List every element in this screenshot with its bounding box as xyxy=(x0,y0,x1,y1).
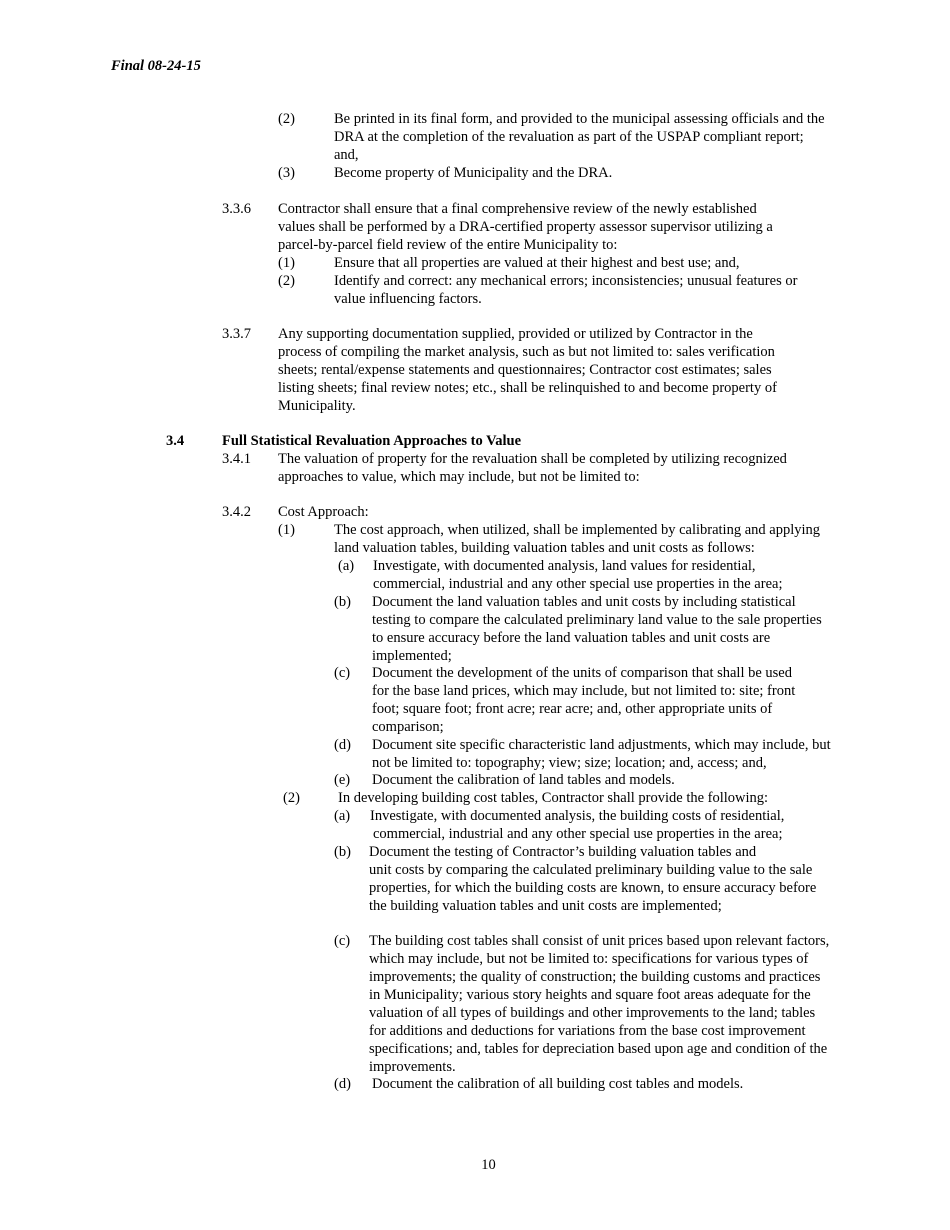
text-line: Identify and correct: any mechanical errors; inconsistencies; unusual features or xyxy=(334,273,798,289)
text-line: for the base land prices, which may include, but not limited to: site; front xyxy=(372,683,796,699)
page-number: 10 xyxy=(481,1157,496,1173)
list-item-text xyxy=(334,254,739,272)
text-line: in Municipality; various story heights and square foot areas adequate for the xyxy=(369,987,811,1003)
section-number: 3.4.1 xyxy=(222,451,251,467)
text-line: Ensure that all properties are valued at their highest and best use; and, xyxy=(334,255,740,271)
text-line: Document the land valuation tables and unit costs by including statistical xyxy=(372,594,796,610)
sub-list-text xyxy=(372,593,822,665)
text-line: value influencing factors. xyxy=(334,291,482,307)
sub-list-letter: (a) xyxy=(338,558,355,574)
text-line: Become property of Municipality and the DRA. xyxy=(334,165,613,181)
text-line: Investigate, with documented analysis, land values for residential, xyxy=(373,558,756,574)
list-item-text xyxy=(334,110,825,164)
text-line: to ensure accuracy before the land valuation tables and unit costs are xyxy=(372,630,771,646)
sub-list-letter: (b) xyxy=(334,594,351,610)
text-line: Any supporting documentation supplied, provided or utilized by Contractor in the xyxy=(278,326,753,342)
text-line: approaches to value, which may include, but not be limited to: xyxy=(278,469,640,485)
sub-list-letter: (e) xyxy=(334,772,351,788)
list-number: (2) xyxy=(278,111,295,127)
sub-list-letter: (d) xyxy=(334,1076,351,1092)
sub-list-letter: (b) xyxy=(334,844,351,860)
text-line: Document the calibration of land tables and models. xyxy=(372,772,675,788)
text-line: Document the development of the units of comparison that shall be used xyxy=(372,665,792,681)
list-number: (3) xyxy=(278,165,295,181)
sub-list-text xyxy=(372,736,831,772)
text-line: Be printed in its final form, and provided to the municipal assessing officials and the xyxy=(334,111,825,127)
section-text xyxy=(278,325,777,415)
sub-list-text xyxy=(372,771,675,789)
text-line: values shall be performed by a DRA-certified property assessor supervisor utilizing a xyxy=(278,219,773,235)
list-item-text xyxy=(334,272,797,308)
text-line: sheets; rental/expense statements and questionnaires; Contractor cost estimates; sales xyxy=(278,362,772,378)
text-line: and, xyxy=(334,147,359,163)
section-text xyxy=(278,450,787,486)
list-item-text xyxy=(334,521,820,557)
text-line: Document the testing of Contractor’s building valuation tables and xyxy=(369,844,757,860)
text-line: Document the calibration of all building cost tables and models. xyxy=(372,1076,744,1092)
sub-list-text xyxy=(369,932,829,1076)
text-line: The building cost tables shall consist of unit prices based upon relevant factors, xyxy=(369,933,830,949)
sub-list-letter: (a) xyxy=(334,808,351,824)
text-line: DRA at the completion of the revaluation as part of the USPAP compliant report; xyxy=(334,129,804,145)
sub-list-text xyxy=(372,1075,743,1093)
section-heading: Cost Approach: xyxy=(278,504,369,520)
sub-list-text xyxy=(373,557,782,593)
sub-list-letter: (c) xyxy=(334,933,351,949)
text-line: for additions and deductions for variations from the base cost improvement xyxy=(369,1023,806,1039)
sub-list-letter: (d) xyxy=(334,737,351,753)
list-number: (1) xyxy=(278,522,295,538)
list-number: (2) xyxy=(278,273,295,289)
sub-list-text xyxy=(370,807,784,843)
text-line: comparison; xyxy=(372,719,444,735)
list-number: (2) xyxy=(283,790,300,806)
list-item-text xyxy=(334,164,612,182)
text-line: commercial, industrial and any other special use properties in the area; xyxy=(373,576,783,592)
sub-list-text xyxy=(372,664,795,736)
text-line: commercial, industrial and any other special use properties in the area; xyxy=(373,826,783,842)
text-line: which may include, but not be limited to: specifications for various types of xyxy=(369,951,809,967)
text-line: parcel-by-parcel field review of the entire Municipality to: xyxy=(278,237,618,253)
text-line: valuation of all types of buildings and other improvements to the land; tables xyxy=(369,1005,816,1021)
text-line: listing sheets; final review notes; etc., shall be relinquished to and become property of xyxy=(278,380,777,396)
text-line: properties, for which the building costs are known, to ensure accuracy before xyxy=(369,880,817,896)
text-line: In developing building cost tables, Contractor shall provide the following: xyxy=(338,790,769,806)
text-line: process of compiling the market analysis, such as but not limited to: sales verification xyxy=(278,344,775,360)
text-line: implemented; xyxy=(372,648,452,664)
section-number: 3.4 xyxy=(166,433,185,449)
section-number: 3.4.2 xyxy=(222,504,251,520)
document-header: Final 08-24-15 xyxy=(111,58,201,74)
text-line: the building valuation tables and unit costs are implemented; xyxy=(369,898,722,914)
text-line: not be limited to: topography; view; size; location; and, access; and, xyxy=(372,755,767,771)
list-item-text xyxy=(338,789,768,807)
text-line: testing to compare the calculated preliminary land value to the sale properties xyxy=(372,612,822,628)
section-number: 3.3.7 xyxy=(222,326,251,342)
text-line: The cost approach, when utilized, shall be implemented by calibrating and applying xyxy=(334,522,821,538)
section-text xyxy=(278,200,773,254)
sub-list-letter: (c) xyxy=(334,665,351,681)
text-line: Contractor shall ensure that a final comprehensive review of the newly established xyxy=(278,201,757,217)
text-line: Document site specific characteristic land adjustments, which may include, but xyxy=(372,737,831,753)
sub-list-text xyxy=(369,843,816,915)
text-line: The valuation of property for the revaluation shall be completed by utilizing recognized xyxy=(278,451,787,467)
text-line: Investigate, with documented analysis, the building costs of residential, xyxy=(370,808,785,824)
section-heading: Full Statistical Revaluation Approaches to Value xyxy=(222,433,522,449)
text-line: unit costs by comparing the calculated preliminary building value to the sale xyxy=(369,862,813,878)
text-line: land valuation tables, building valuation tables and unit costs as follows: xyxy=(334,540,755,556)
list-number: (1) xyxy=(278,255,295,271)
text-line: improvements. xyxy=(369,1059,456,1075)
text-line: improvements; the quality of construction; the building customs and practices xyxy=(369,969,821,985)
text-line: Municipality. xyxy=(278,398,356,414)
text-line: specifications; and, tables for depreciation based upon age and condition of the xyxy=(369,1041,828,1057)
section-number: 3.3.6 xyxy=(222,201,251,217)
text-line: foot; square foot; front acre; rear acre; and, other appropriate units of xyxy=(372,701,773,717)
